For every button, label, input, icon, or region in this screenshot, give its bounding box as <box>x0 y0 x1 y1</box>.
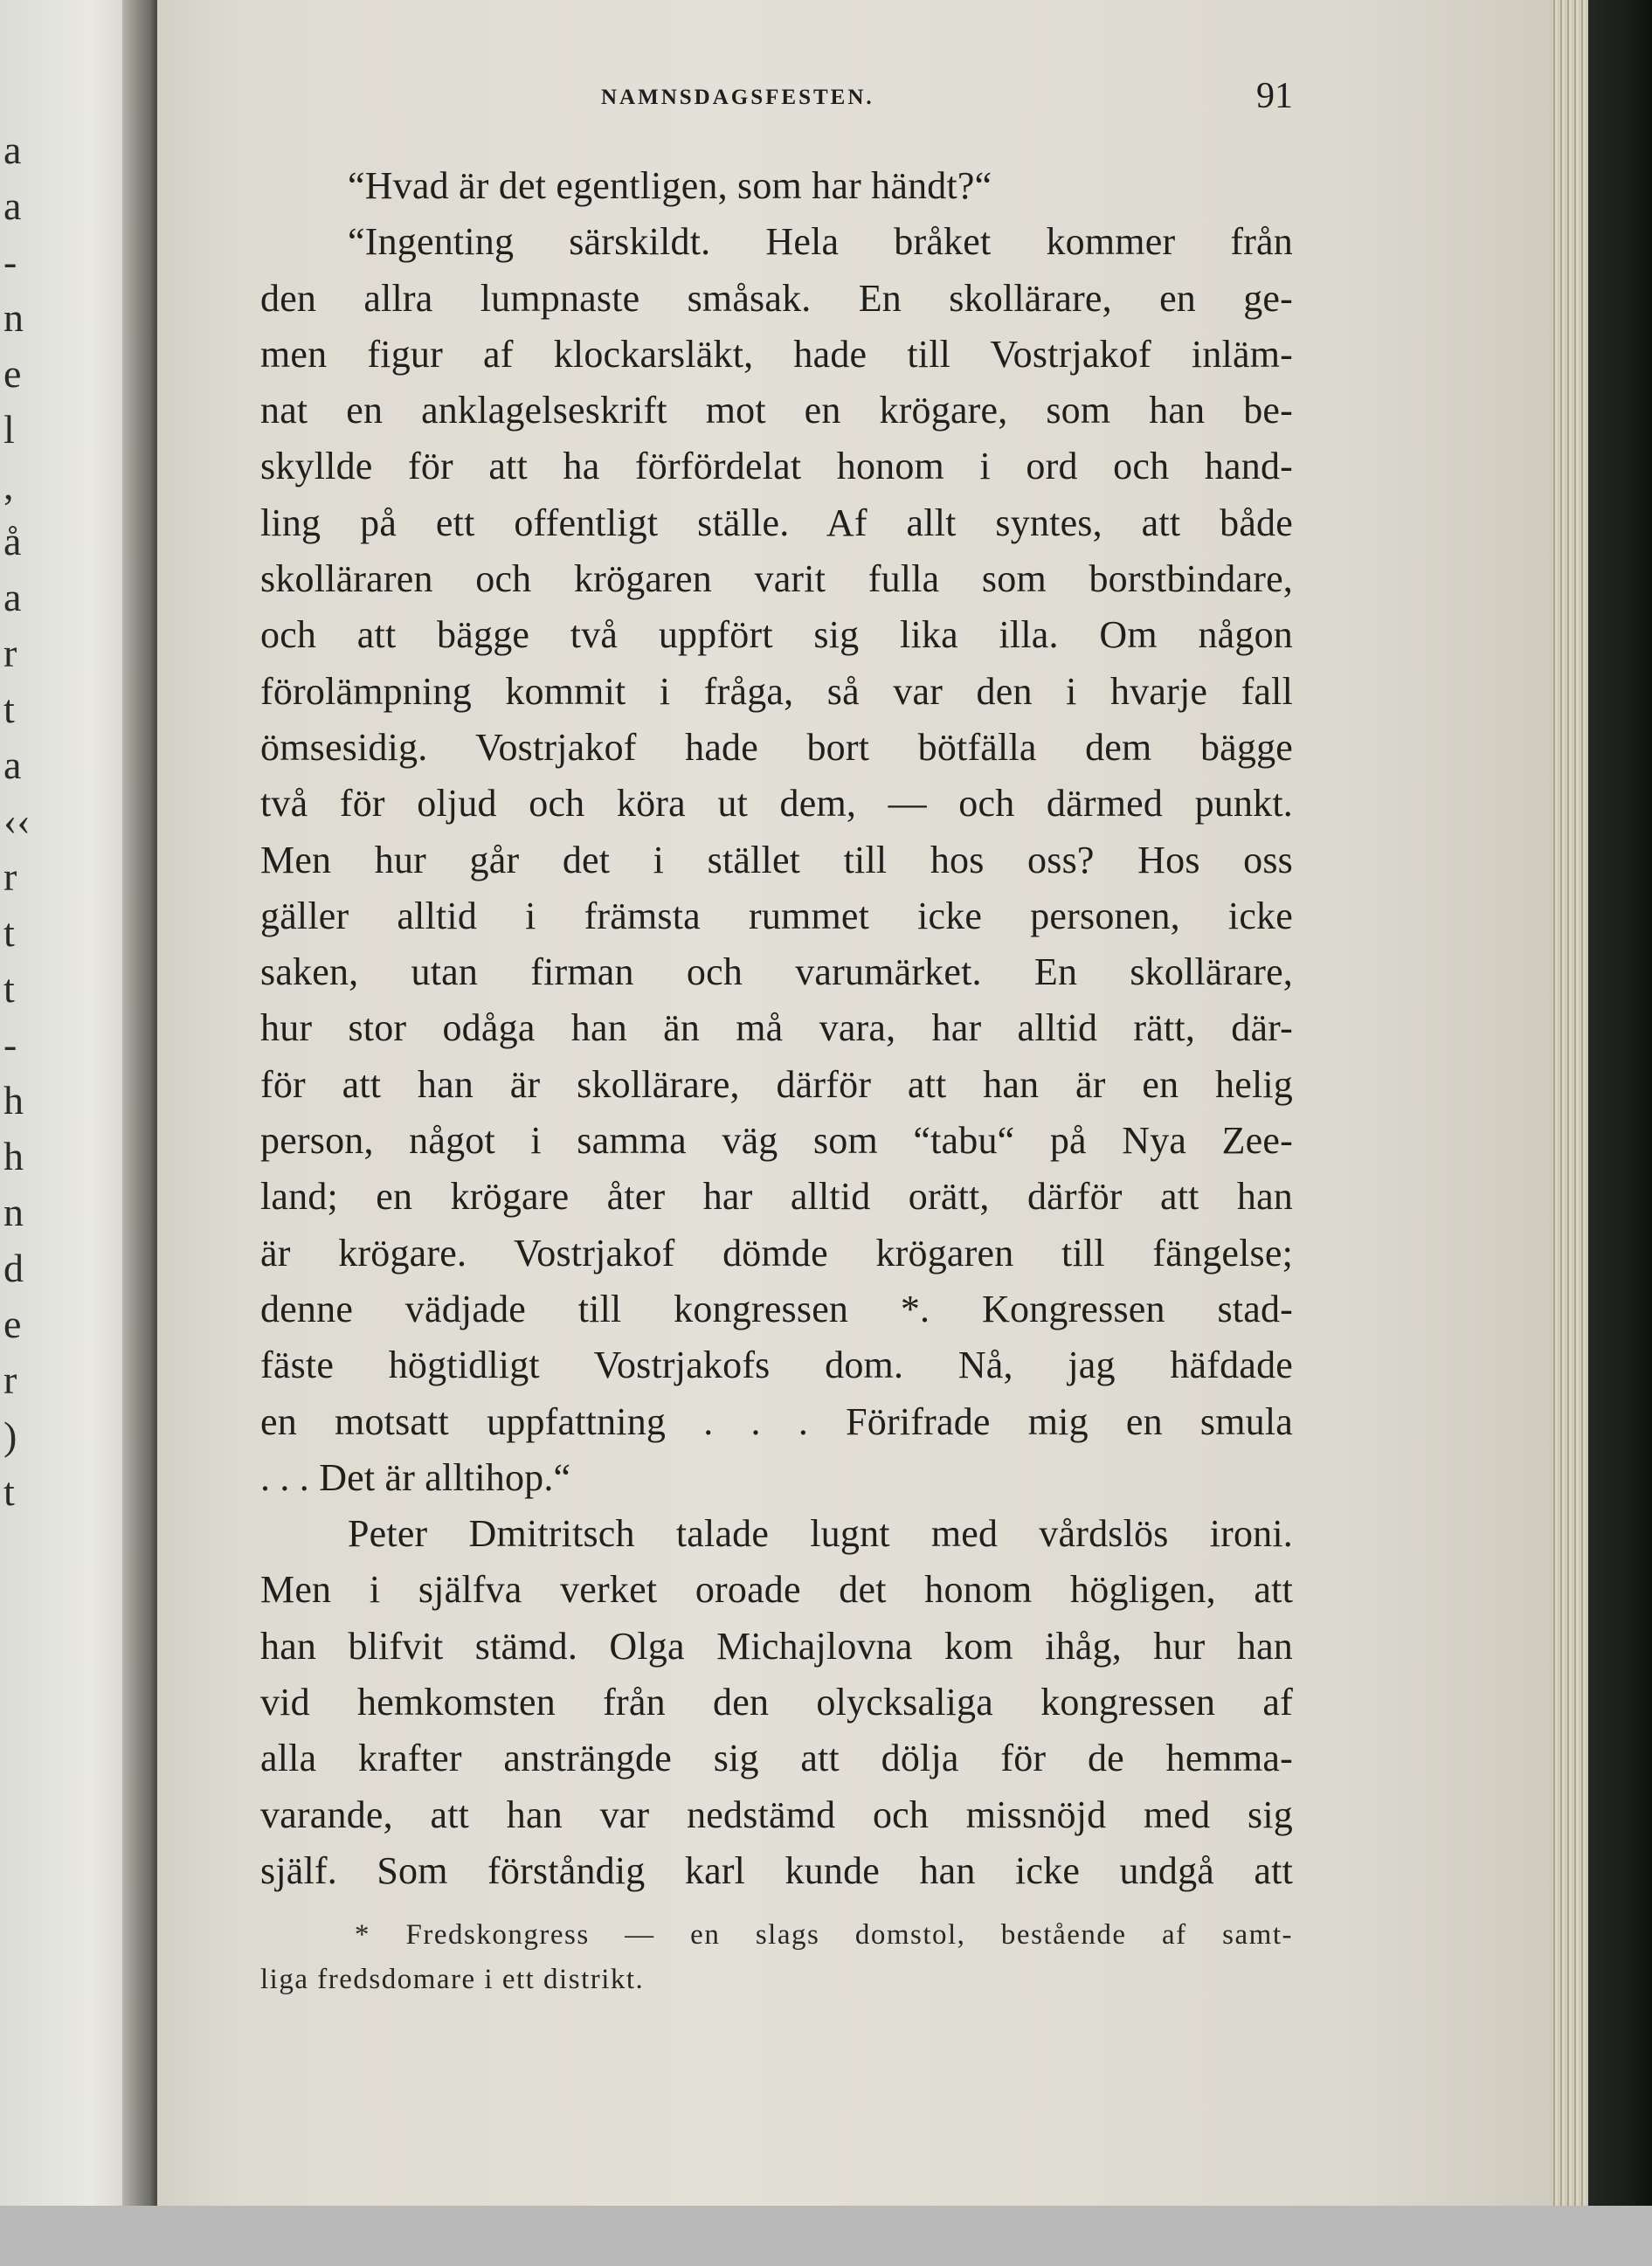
margin-fragment: h <box>3 1078 24 1123</box>
text-line: vid hemkomsten från den olycksaliga kongressen af <box>260 1681 1293 1724</box>
text-line: gäller alltid i främsta rummet icke personen, icke <box>260 894 1293 937</box>
text-line: förolämpning kommit i fråga, så var den i hvarje fall <box>260 669 1293 713</box>
margin-fragment: h <box>3 1134 24 1178</box>
margin-fragment: e <box>3 1302 22 1346</box>
margin-fragment: a <box>3 743 22 787</box>
margin-fragment: ) <box>3 1413 17 1458</box>
footnote <box>260 1913 1293 2002</box>
text-line: saken, utan firman och varumärket. En skollärare, <box>260 950 1293 994</box>
text-line: men figur af klockarsläkt, hade till Vostrjakof inläm- <box>260 332 1293 376</box>
text-line: “Ingenting särskildt. Hela bråket kommer från <box>348 220 1293 264</box>
margin-fragment: a <box>3 128 22 172</box>
text-line: skolläraren och krögaren varit fulla som borstbindare, <box>260 557 1293 601</box>
body-text <box>260 158 1293 1899</box>
text-line: Peter Dmitritsch talade lugnt med vårdslös ironi. <box>348 1512 1293 1556</box>
margin-fragment: d <box>3 1246 24 1290</box>
margin-fragment: a <box>3 575 22 619</box>
text-line: och att bägge två uppfört sig lika illa. Om någon <box>260 613 1293 657</box>
margin-fragment: - <box>3 239 17 284</box>
page-number: 91 <box>1256 76 1293 116</box>
margin-fragment: n <box>3 1190 24 1234</box>
margin-fragment: n <box>3 295 24 340</box>
page-header <box>262 76 1293 119</box>
page-edges <box>1551 0 1590 2206</box>
text-line: den allra lumpnaste småsak. En skollärare, en ge- <box>260 276 1293 320</box>
book-cover-edge <box>1588 0 1652 2206</box>
margin-fragment: r <box>3 1358 17 1402</box>
margin-fragment: t <box>3 966 15 1011</box>
text-line: han blifvit stämd. Olga Michajlovna kom ihåg, hur han <box>260 1624 1293 1668</box>
margin-fragment: r <box>3 631 17 675</box>
running-title: NAMNSDAGSFESTEN. <box>601 86 874 109</box>
text-line: person, något i samma väg som “tabu“ på Nya Zee- <box>260 1119 1293 1163</box>
margin-fragment: t <box>3 910 15 955</box>
margin-fragment: t <box>3 687 15 731</box>
margin-fragment: l <box>3 407 15 452</box>
text-line: skyllde för att ha förfördelat honom i ord och hand- <box>260 445 1293 488</box>
left-page-margin-fragments <box>3 122 38 1520</box>
text-line: nat en anklagelseskrift mot en krögare, som han be- <box>260 389 1293 432</box>
text-line: två för oljud och köra ut dem, — och därmed punkt. <box>260 782 1293 826</box>
text-line: land; en krögare åter har alltid orätt, därför att han <box>260 1175 1293 1219</box>
margin-fragment: e <box>3 351 22 396</box>
footnote-line: * Fredskongress — en slags domstol, bestående af samt- <box>355 1919 1293 1951</box>
text-line: en motsatt uppfattning . . . Förifrade mig en smula <box>260 1399 1293 1443</box>
margin-fragment: , <box>3 463 14 508</box>
text-line: . . . Det är alltihop.“ <box>260 1455 571 1499</box>
margin-fragment: a <box>3 183 22 228</box>
text-line: ling på ett offentligt ställe. Af allt syntes, att både <box>260 501 1293 544</box>
text-line: alla krafter ansträngde sig att dölja för de hemma- <box>260 1737 1293 1780</box>
text-line: hur stor odåga han än må vara, har alltid rätt, där- <box>260 1006 1293 1050</box>
text-line: ömsesidig. Vostrjakof hade bort bötfälla dem bägge <box>260 725 1293 769</box>
text-line: själf. Som förståndig karl kunde han icke undgå att <box>260 1848 1293 1892</box>
margin-fragment: å <box>3 519 22 563</box>
footnote-line: liga fredsdomare i ett distrikt. <box>260 1964 645 1995</box>
text-line: Men i själfva verket oroade det honom högligen, att <box>260 1568 1293 1612</box>
text-line: varande, att han var nedstämd och missnöjd med sig <box>260 1793 1293 1836</box>
text-line: denne vädjade till kongressen *. Kongressen stad- <box>260 1287 1293 1330</box>
margin-fragment: t <box>3 1469 15 1514</box>
margin-fragment: r <box>3 854 17 899</box>
text-line: för att han är skollärare, därför att han är en helig <box>260 1062 1293 1106</box>
margin-fragment: ‹‹ <box>3 798 31 843</box>
text-line: Men hur går det i stället till hos oss? Hos oss <box>260 838 1293 881</box>
text-line: “Hvad är det egentligen, som har händt?“ <box>348 164 992 207</box>
text-line: är krögare. Vostrjakof dömde krögaren till fängelse; <box>260 1231 1293 1275</box>
text-line: fäste högtidligt Vostrjakofs dom. Nå, jag häfdade <box>260 1344 1293 1387</box>
margin-fragment: - <box>3 1022 17 1067</box>
